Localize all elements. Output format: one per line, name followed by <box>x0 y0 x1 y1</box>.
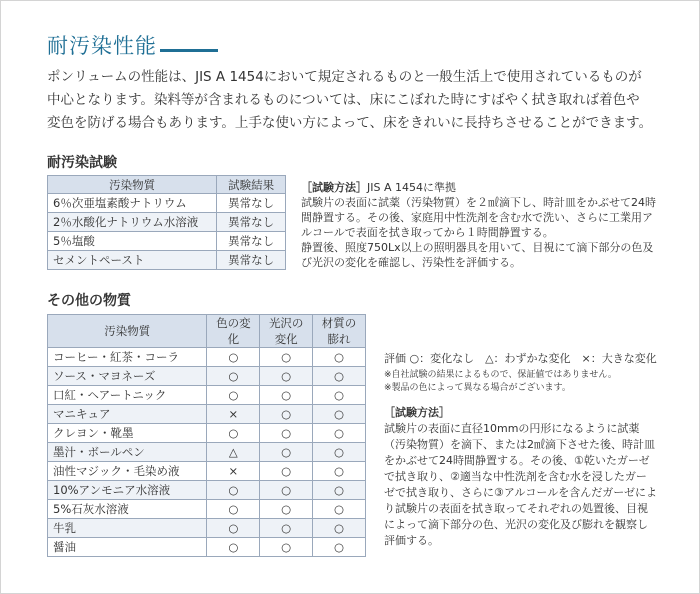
table-row <box>48 348 366 367</box>
color-change-cell: ○ <box>207 386 260 405</box>
color-change-cell: ○ <box>207 367 260 386</box>
intro-line: 変色を防げる場合もあります。上手な使い方によって、床をきれいに長持ちさせることができます。 <box>47 115 653 131</box>
gloss-change-cell: ○ <box>260 462 313 481</box>
method-line: で拭き取り、②適当な中性洗剤を含む水を浸したガー <box>384 470 647 483</box>
substance-cell: 醤油 <box>48 538 207 557</box>
result-cell: 異常なし <box>217 251 286 270</box>
method-standard: JIS A 1454に準拠 <box>367 181 456 194</box>
table-row <box>48 194 286 213</box>
legend-block <box>384 350 684 395</box>
method-label: ［試験方法］ <box>384 406 450 419</box>
table-row <box>48 443 366 462</box>
swelling-cell: ○ <box>313 367 366 386</box>
result-cell: 異常なし <box>217 213 286 232</box>
table-row <box>48 405 366 424</box>
color-change-cell: △ <box>207 443 260 462</box>
gloss-change-cell: ○ <box>260 481 313 500</box>
gloss-change-cell: ○ <box>260 519 313 538</box>
color-change-cell: ○ <box>207 519 260 538</box>
swelling-cell: ○ <box>313 405 366 424</box>
swelling-cell: ○ <box>313 519 366 538</box>
other-header-substance: 汚染物質 <box>48 315 207 348</box>
other-table-body <box>48 348 366 557</box>
swelling-cell: ○ <box>313 386 366 405</box>
color-change-cell: ○ <box>207 348 260 367</box>
substance-cell: 5%石灰水溶液 <box>48 500 207 519</box>
table-row <box>48 462 366 481</box>
gloss-change-cell: ○ <box>260 443 313 462</box>
method-line: ゼで拭き取り、さらに③アルコールを含んだガーゼによ <box>384 486 657 499</box>
swelling-cell: ○ <box>313 538 366 557</box>
substance-cell: セメントペースト <box>48 251 217 270</box>
color-change-cell: × <box>207 462 260 481</box>
substance-cell: 5％塩酸 <box>48 232 217 251</box>
intro-line: ポンリュームの性能は、JIS A 1454において規定されるものと一般生活上で使用されているものが <box>47 69 642 85</box>
test-heading: 耐汚染試験 <box>47 155 117 171</box>
note-text: ※製品の色によって異なる場合がございます。 <box>384 383 571 393</box>
method-line: 試験片の表面に直径10mmの円形になるように試薬 <box>384 422 640 435</box>
intro-line: 中心となります。染料等が含まれるものについては、床にこぼれた時にすばやく拭き取れば着色や <box>47 92 640 108</box>
gloss-change-cell: ○ <box>260 386 313 405</box>
gloss-change-cell: ○ <box>260 500 313 519</box>
substance-cell: マニキュア <box>48 405 207 424</box>
method-line: 静置後、照度750Lx以上の照明器具を用いて、目視にて滴下部分の色及 <box>301 241 654 254</box>
swelling-cell: ○ <box>313 443 366 462</box>
swelling-cell: ○ <box>313 481 366 500</box>
table-row <box>48 386 366 405</box>
method-line: をかぶせて24時間静置する。その後、①乾いたガーゼ <box>384 454 650 467</box>
gloss-change-cell: ○ <box>260 367 313 386</box>
color-change-cell: × <box>207 405 260 424</box>
substance-cell: 10%アンモニア水溶液 <box>48 481 207 500</box>
intro-paragraph <box>47 66 677 135</box>
method-line: ルコールで表面を拭き取ってから１時間静置する。 <box>301 226 554 239</box>
other-table <box>47 314 366 557</box>
color-change-cell: ○ <box>207 424 260 443</box>
table-row <box>48 213 286 232</box>
legend-text: 評価 ○：変化なし △：わずかな変化 ×：大きな変化 <box>384 352 657 365</box>
substance-cell: 牛乳 <box>48 519 207 538</box>
method-line: 評価する。 <box>384 534 439 547</box>
other-header-color: 色の変化 <box>207 315 260 348</box>
method-line: 間静置する。その後、家庭用中性洗剤を含む水で洗い、さらに工業用ア <box>301 211 653 224</box>
result-cell: 異常なし <box>217 194 286 213</box>
substance-cell: ソース・マヨネーズ <box>48 367 207 386</box>
gloss-change-cell: ○ <box>260 424 313 443</box>
other-method-block <box>384 405 674 549</box>
substance-cell: 墨汁・ボールペン <box>48 443 207 462</box>
substance-cell: 口紅・ヘアートニック <box>48 386 207 405</box>
page-title: 耐汚染性能 <box>47 34 157 58</box>
swelling-cell: ○ <box>313 348 366 367</box>
title-underline <box>160 49 218 52</box>
test-header-result: 試験結果 <box>217 176 286 194</box>
table-row <box>48 251 286 270</box>
substance-cell: 油性マジック・毛染め液 <box>48 462 207 481</box>
method-line: り試験片の表面を拭き取ってそれぞれの処置後、目視 <box>384 502 648 515</box>
test-table <box>47 175 286 270</box>
gloss-change-cell: ○ <box>260 348 313 367</box>
method-label: ［試験方法］ <box>301 181 367 194</box>
other-heading: その他の物質 <box>47 293 131 309</box>
table-row <box>48 500 366 519</box>
swelling-cell: ○ <box>313 462 366 481</box>
result-cell: 異常なし <box>217 232 286 251</box>
table-row <box>48 367 366 386</box>
other-header-gloss: 光沢の変化 <box>260 315 313 348</box>
test-method-block <box>301 180 676 270</box>
gloss-change-cell: ○ <box>260 405 313 424</box>
table-row <box>48 519 366 538</box>
table-row <box>48 424 366 443</box>
substance-cell: 6％次亜塩素酸ナトリウム <box>48 194 217 213</box>
table-row <box>48 538 366 557</box>
other-header-swelling: 材質の膨れ <box>313 315 366 348</box>
substance-cell: 2％水酸化ナトリウム水溶液 <box>48 213 217 232</box>
swelling-cell: ○ <box>313 424 366 443</box>
method-line: によって滴下部分の色、光沢の変化及び膨れを観察し <box>384 518 648 531</box>
test-header-substance: 汚染物質 <box>48 176 217 194</box>
note-text: ※自社試験の結果によるもので、保証値ではありません。 <box>384 370 617 380</box>
color-change-cell: ○ <box>207 481 260 500</box>
substance-cell: クレヨン・靴墨 <box>48 424 207 443</box>
gloss-change-cell: ○ <box>260 538 313 557</box>
substance-cell: コーヒー・紅茶・コーラ <box>48 348 207 367</box>
method-line: （汚染物質）を滴下、または2㎖滴下させた後、時計皿 <box>384 438 655 451</box>
color-change-cell: ○ <box>207 500 260 519</box>
method-line: び光沢の変化を確認し、汚染性を評価する。 <box>301 256 521 269</box>
table-row <box>48 232 286 251</box>
method-line: 試験片の表面に試薬（汚染物質）を２㎖滴下し、時計皿をかぶせて24時 <box>301 196 656 209</box>
color-change-cell: ○ <box>207 538 260 557</box>
table-row <box>48 481 366 500</box>
swelling-cell: ○ <box>313 500 366 519</box>
